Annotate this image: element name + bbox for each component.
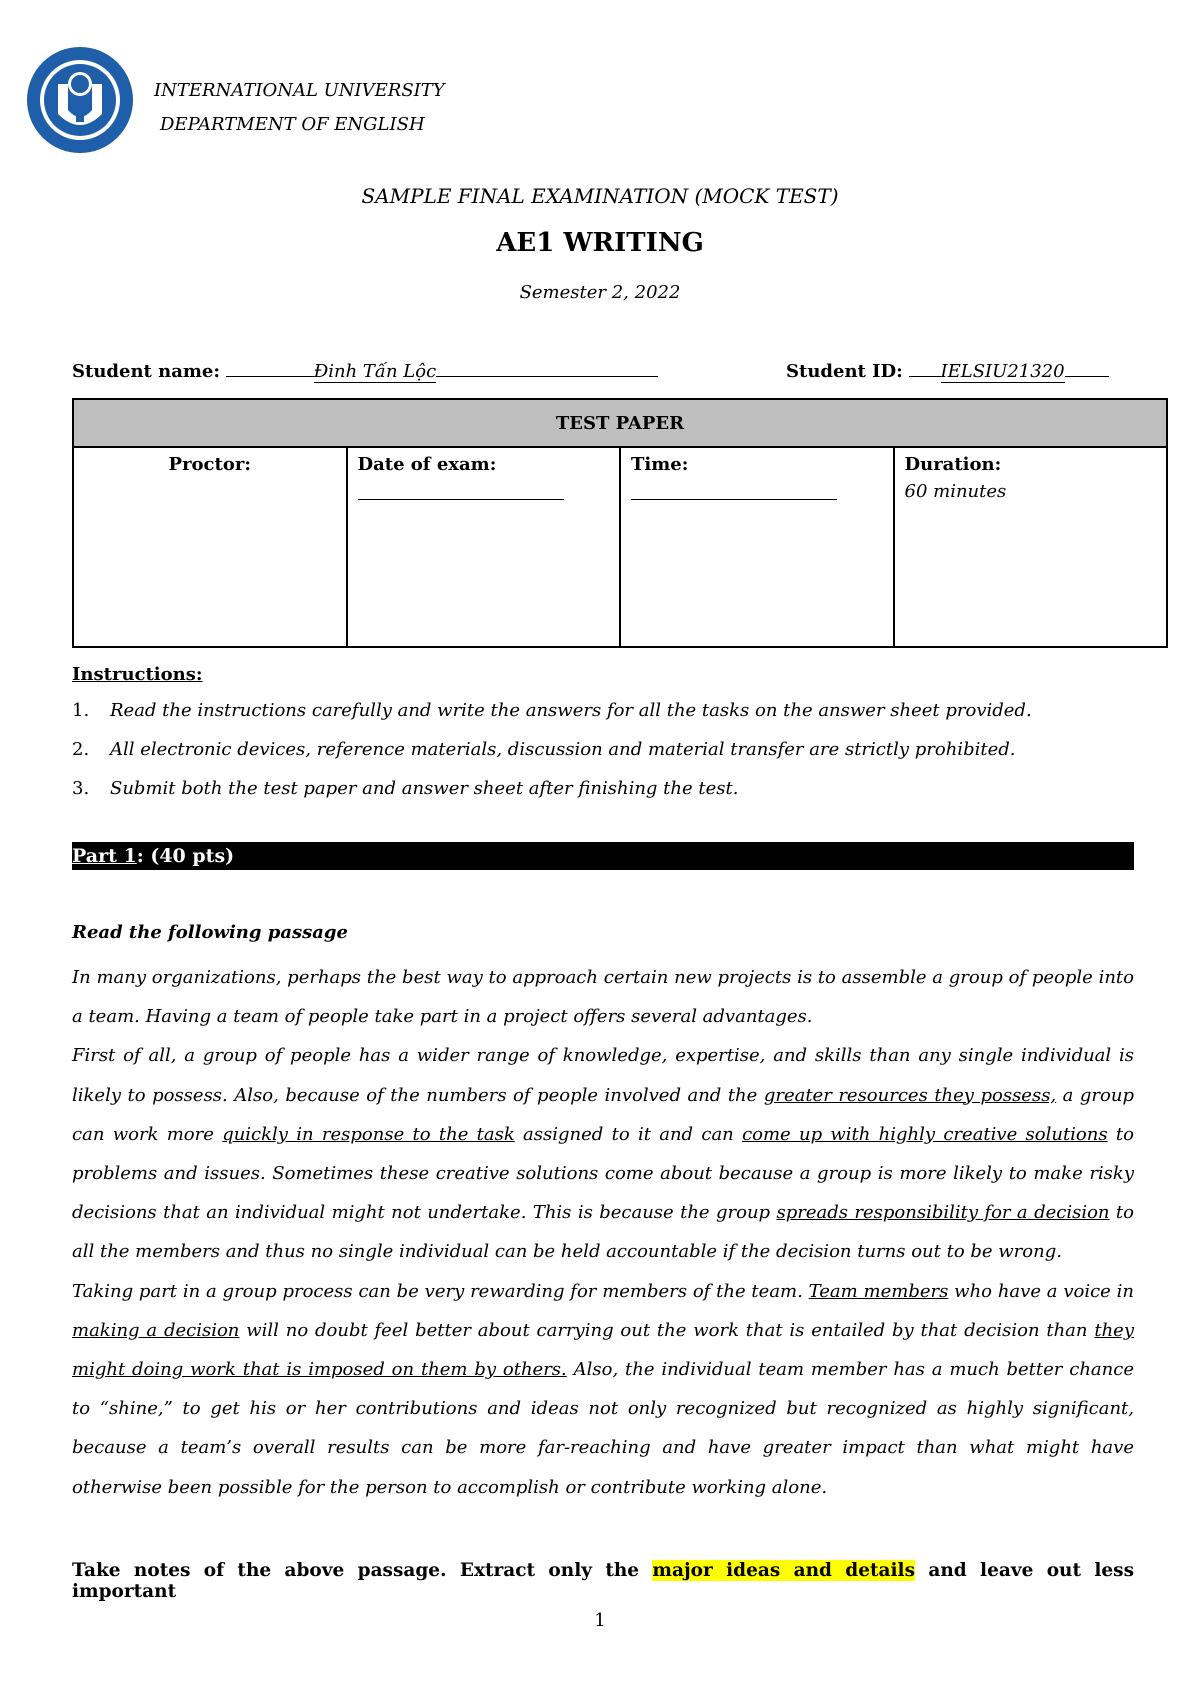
student-name-label: Student name: <box>72 361 220 382</box>
underlined-phrase: come up with highly creative solutions <box>742 1123 1108 1145</box>
page-number: 1 <box>594 1610 606 1631</box>
duration-value: 60 minutes <box>904 481 1007 502</box>
passage-paragraph-3 <box>72 1272 1134 1507</box>
text-run: First of all, a group of people has a wider range of knowledge, expertise, and skills than any single individual is likely to possess. Also, because of the numbers of people involved and the <box>72 1045 1134 1106</box>
underlined-phrase: they might doing work that is imposed on them by others. <box>72 1319 1134 1381</box>
passage-paragraph-1: In many organizations, perhaps the best way to approach certain new projects is to assemble a group of people into a team. Having a team of people take part in a project offers several advantages. <box>72 967 1134 1028</box>
semester: Semester 2, 2022 <box>519 282 681 303</box>
underlined-phrase: spreads responsibility for a decision <box>776 1202 1110 1224</box>
duration-cell <box>894 447 1168 647</box>
student-id-value: IELSIU21320 <box>940 361 1065 382</box>
name-blank-after <box>436 358 658 377</box>
instructions-list <box>72 700 1172 817</box>
student-id-label: Student ID: <box>786 361 903 382</box>
date-cell[interactable] <box>347 447 621 647</box>
test-paper-table <box>72 398 1168 648</box>
department-name: DEPARTMENT OF ENGLISH <box>160 114 425 135</box>
text-run: assigned to it and can <box>514 1123 743 1145</box>
item-number: 2. <box>72 739 90 760</box>
item-text: Read the instructions carefully and write the answers for all the tasks on the answer sheet provided. <box>110 700 1032 721</box>
part1-points: : (40 pts) <box>136 845 235 867</box>
text-run: to problems and issues. Sometimes these creative solutions come about because a group is more likely to make risky decisions that an individual might not undertake. This is because the group <box>72 1123 1134 1224</box>
task-instruction <box>72 1560 1134 1602</box>
exam-title: SAMPLE FINAL EXAMINATION (MOCK TEST) <box>361 184 839 208</box>
list-item <box>72 778 1172 817</box>
time-cell[interactable] <box>620 447 894 647</box>
duration-label: Duration: <box>904 454 1002 475</box>
underlined-phrase: quickly in response to the task <box>222 1123 515 1145</box>
item-text: Submit both the test paper and answer sheet after finishing the test. <box>110 778 739 799</box>
proctor-label: Proctor: <box>168 454 251 475</box>
underlined-phrase: greater resources they possess, <box>763 1084 1057 1106</box>
underlined-phrase: making a decision <box>72 1319 240 1341</box>
university-logo <box>24 44 136 156</box>
item-text: All electronic devices, reference materials, discussion and material transfer are strictly prohibited. <box>110 739 1016 760</box>
text-run: will no doubt feel better about carrying out the work that is entailed by that decision than <box>239 1319 1095 1341</box>
id-blank-after <box>1065 358 1109 377</box>
instructions-heading: Instructions: <box>72 664 203 685</box>
part1-banner <box>72 842 1134 870</box>
time-label: Time: <box>631 454 689 475</box>
highlighted-phrase: major ideas and details <box>652 1560 915 1581</box>
time-blank <box>631 499 837 500</box>
underlined-phrase: Team members <box>808 1280 949 1302</box>
text-run: Taking part in a group process can be very rewarding for members of the team. <box>72 1280 809 1302</box>
date-blank <box>358 499 564 500</box>
passage-heading: Read the following passage <box>72 922 348 943</box>
text-run: a group can work more <box>72 1084 1134 1145</box>
name-blank-before <box>226 358 314 377</box>
course-title: AE1 WRITING <box>496 228 704 258</box>
reading-passage <box>72 958 1134 1507</box>
date-label: Date of exam: <box>357 454 497 475</box>
id-blank-before <box>909 358 941 377</box>
test-paper-header: TEST PAPER <box>73 399 1167 447</box>
student-id-field[interactable] <box>786 358 1109 382</box>
student-name-field[interactable] <box>72 358 658 382</box>
passage-paragraph-2 <box>72 1036 1134 1271</box>
university-header <box>154 74 445 142</box>
item-number: 1. <box>72 700 90 721</box>
student-name-value: Đinh Tấn Lộc <box>313 361 437 382</box>
proctor-cell[interactable] <box>73 447 347 647</box>
text-run: Take notes of the above passage. Extract only the <box>72 1560 653 1581</box>
text-run: who have a voice in <box>948 1280 1135 1302</box>
list-item <box>72 739 1172 778</box>
text-run: Also, the individual team member has a much better chance to “shine,” to get his or her contributions and ideas not only recognized but recognized as highly significant, because a team’s overall results can be more far-reaching and have greater impact than what might have otherwise been possible for the person to accomplish or contribute working alone. <box>72 1359 1134 1498</box>
list-item <box>72 700 1172 739</box>
text-run: to all the members and thus no single individual can be held accountable if the decision turns out to be wrong. <box>72 1202 1134 1263</box>
item-number: 3. <box>72 778 90 799</box>
part1-label: Part 1 <box>72 845 137 867</box>
university-name: INTERNATIONAL UNIVERSITY <box>154 80 445 101</box>
text-run: and leave out less important <box>72 1560 1134 1602</box>
